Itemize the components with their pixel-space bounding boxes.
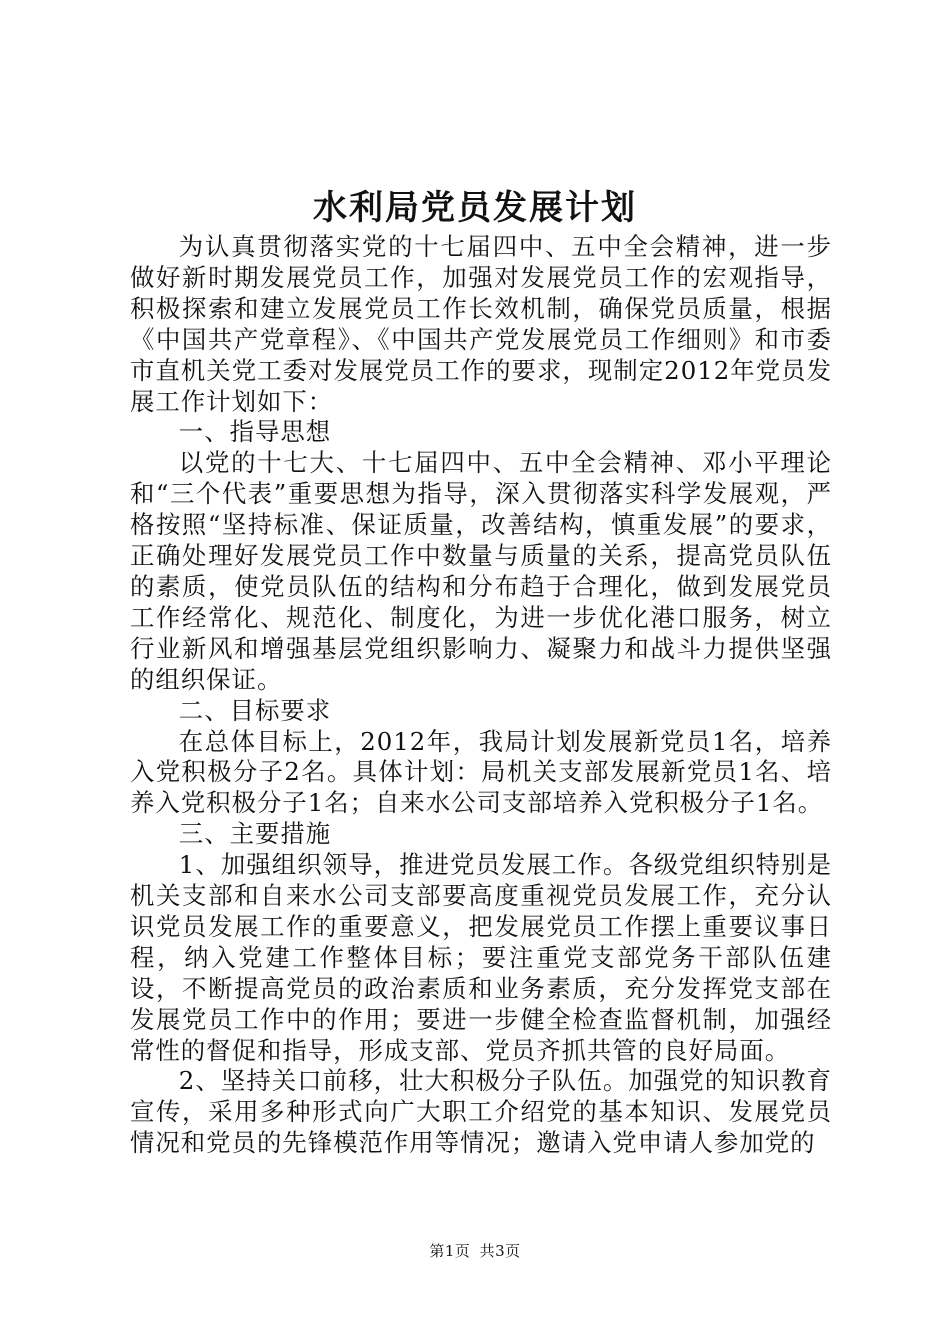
document-body	[130, 232, 832, 1159]
section-heading-measures: 三、主要措施	[178, 819, 332, 849]
page-number: 第1页	[429, 1242, 471, 1260]
page-footer	[0, 1241, 950, 1261]
paragraph-intro: 为认真贯彻落实党的十七届四中、五中全会精神，进一步做好新时期发展党员工作，加强对发展党员工作的宏观指导，积极探索和建立发展党员工作长效机制，确保党员质量，根据《中国共产党章程》、《中国共产党发展党员工作细则》和市委市直机关党工委对发展党员工作的要求，现制定2012年党员发展工作计划如下：	[130, 232, 832, 416]
paragraph-goals: 在总体目标上，2012年，我局计划发展新党员1名，培养入党积极分子2名。具体计划：局机关支部发展新党员1名、培养入党积极分子1名；自来水公司支部培养入党积极分子1名。	[130, 726, 832, 818]
paragraph-guiding-ideology: 以党的十七大、十七届四中、五中全会精神、邓小平理论和“三个代表”重要思想为指导，深入贯彻落实科学发展观，严格按照“坚持标准、保证质量，改善结构，慎重发展”的要求，正确处理好发展党员工作中数量与质量的关系，提高党员队伍的素质，使党员队伍的结构和分布趋于合理化，做到发展党员工作经常化、规范化、制度化，为进一步优化港口服务，树立行业新风和增强基层党组织影响力、凝聚力和战斗力提供坚强的组织保证。	[130, 448, 832, 694]
paragraph-measure-2: 2、坚持关口前移，壮大积极分子队伍。加强党的知识教育宣传，采用多种形式向广大职工介绍党的基本知识、发展党员情况和党员的先锋模范作用等情况；邀请入党申请人参加党的	[130, 1066, 832, 1158]
document-title: 水利局党员发展计划	[313, 188, 637, 228]
section-heading-guiding-ideology: 一、指导思想	[178, 417, 332, 447]
section-heading-goals: 二、目标要求	[178, 695, 332, 725]
page-total: 共3页	[479, 1242, 521, 1260]
paragraph-measure-1: 1、加强组织领导，推进党员发展工作。各级党组织特别是机关支部和自来水公司支部要高度重视党员发展工作，充分认识党员发展工作的重要意义，把发展党员工作摆上重要议事日程，纳入党建工作整体目标；要注重党支部党务干部队伍建设，不断提高党员的政治素质和业务素质，充分发挥党支部在发展党员工作中的作用；要进一步健全检查监督机制，加强经常性的督促和指导，形成支部、党员齐抓共管的良好局面。	[130, 850, 832, 1065]
